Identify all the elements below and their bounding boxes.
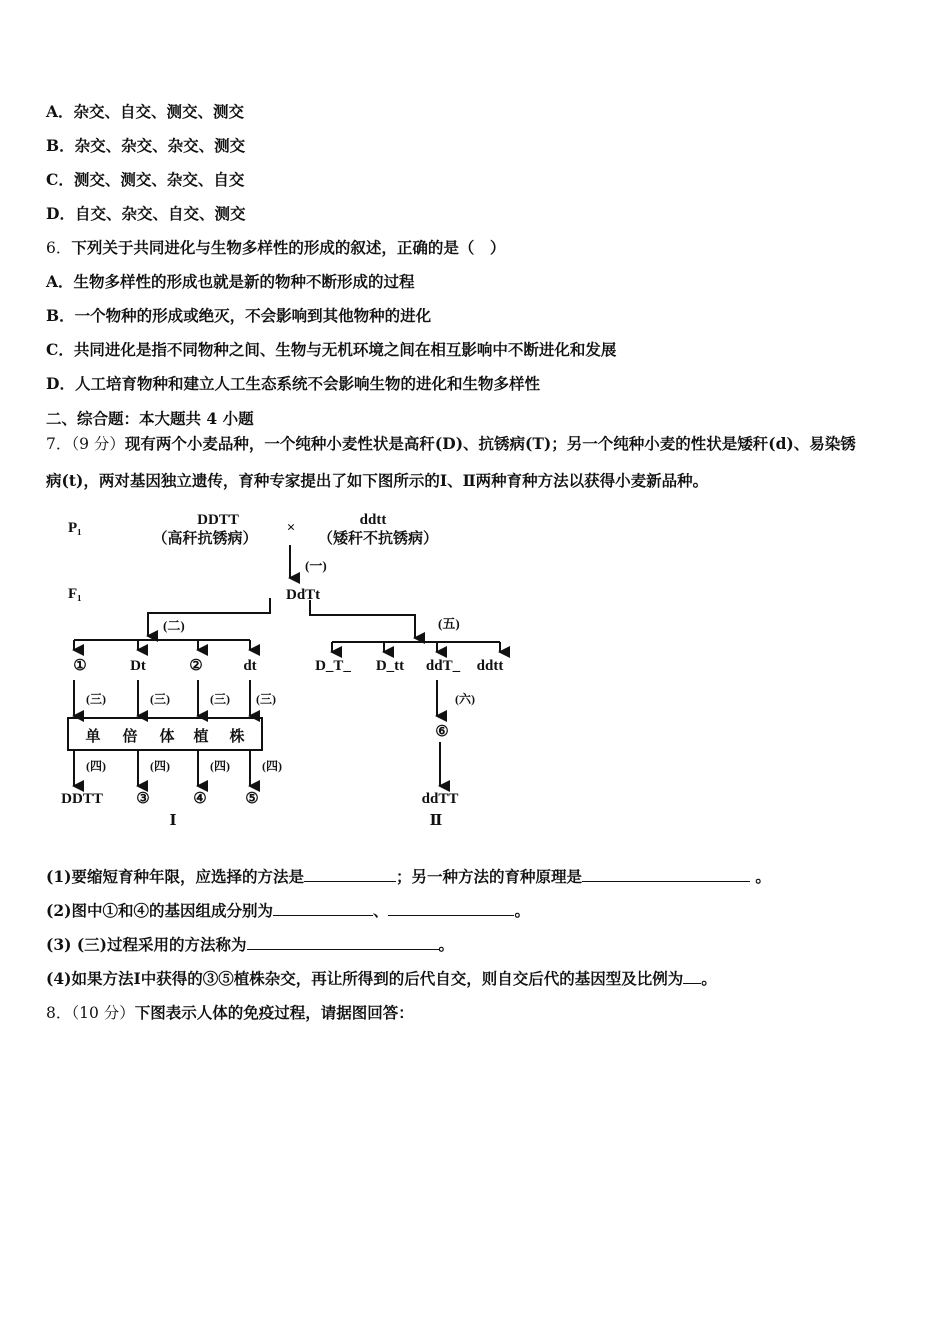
step-5-label: (五) — [438, 616, 460, 631]
option-label: B． — [46, 136, 75, 155]
step-2-label: (二) — [163, 618, 185, 633]
question-number: 8． — [46, 1004, 72, 1022]
sub-text: 、 — [372, 901, 389, 920]
section-heading: 二、综合题：本大题共 4 小题 — [46, 409, 254, 428]
step-4-label: (四) — [262, 759, 282, 773]
haploid-char: 倍 — [122, 729, 138, 745]
method-2-label: Ⅱ — [429, 813, 443, 829]
sub-text: 。 — [514, 901, 530, 920]
parent1-phenotype: （高秆抗锈病） — [152, 531, 258, 547]
option-label: C． — [46, 340, 74, 359]
option-text: 共同进化是指不同物种之间、生物与无机环境之间在相互影响中不断进化和发展 — [73, 340, 617, 359]
f1-genotype: DdTt — [286, 587, 321, 603]
question-text: 现有两个小麦品种，一个纯种小麦性状是高秆(D)、抗锈病(T)；另一个纯种小麦的性状是矮秆(d)、易染锈 — [124, 434, 856, 453]
cross-symbol: × — [286, 520, 296, 536]
step-4-label: (四) — [86, 759, 106, 773]
step-3-label: (三) — [256, 692, 276, 706]
option-label: B． — [46, 306, 75, 325]
sub-text: (2)图中①和④的基因组成分别为 — [46, 901, 273, 920]
option-text: 测交、测交、杂交、自交 — [73, 170, 245, 189]
haploid-char: 株 — [229, 729, 245, 745]
step-3-label: (三) — [210, 692, 230, 706]
result-ddTT: ddTT — [421, 791, 459, 807]
sub-text: (1)要缩短育种年限，应选择的方法是 — [46, 867, 304, 886]
result-3: ③ — [136, 791, 150, 807]
answer-blank[interactable] — [683, 969, 701, 984]
f2-D_T_: D_T_ — [315, 658, 351, 674]
option-text: 杂交、杂交、杂交、测交 — [74, 136, 246, 155]
option-text: 杂交、自交、测交、测交 — [73, 102, 245, 121]
f2-D_tt: D_tt — [375, 658, 405, 674]
f2-ddT_: ddT_ — [425, 658, 461, 674]
parent2-genotype: ddtt — [359, 512, 387, 528]
haploid-char: 单 — [85, 729, 101, 745]
step-6-label: (六) — [455, 692, 475, 706]
q8-stem — [46, 1003, 414, 1023]
question-score: （10 分） — [71, 1004, 135, 1022]
haploid-char: 植 — [193, 729, 209, 745]
sub-text: 。 — [438, 935, 455, 954]
step-3-label: (三) — [150, 692, 170, 706]
step-1-label: (一) — [305, 558, 327, 573]
answer-blank[interactable] — [247, 935, 439, 950]
option-label: C． — [46, 170, 74, 189]
sub-text: 。 — [701, 969, 717, 988]
answer-blank[interactable] — [304, 867, 396, 882]
question-text: 下列关于共同进化与生物多样性的形成的叙述，正确的是（ ） — [71, 238, 506, 257]
q7-sub4 — [46, 969, 717, 989]
sub-text: (3) (三)过程采用的方法称为 — [46, 935, 247, 954]
option-label: A． — [46, 102, 74, 121]
intermediate-6: ⑥ — [435, 724, 449, 740]
option-label: D． — [46, 204, 75, 223]
q7-sub3 — [46, 935, 454, 955]
p1-label: P₁ — [68, 520, 82, 536]
option-text: 生物多样性的形成也就是新的物种不断形成的过程 — [73, 272, 415, 291]
result-4: ④ — [193, 791, 207, 807]
q7-sub1 — [46, 867, 771, 887]
q7-sub2 — [46, 901, 530, 921]
gamete-Dt: Dt — [130, 658, 146, 674]
option-text: 人工培育物种和建立人工生态系统不会影响生物的进化和生物多样性 — [74, 374, 540, 393]
answer-blank[interactable] — [388, 901, 514, 916]
question-number: 7． — [46, 435, 72, 453]
option-label: D． — [46, 374, 75, 393]
step-3-label: (三) — [86, 692, 106, 706]
step-4-label: (四) — [150, 759, 170, 773]
q7-stem-line2: 病(t)，两对基因独立遗传，育种专家提出了如下图所示的Ⅰ、Ⅱ两种育种方法以获得小麦新品种。 — [46, 471, 709, 490]
step-4-label: (四) — [210, 759, 230, 773]
option-text: 自交、杂交、自交、测交 — [74, 204, 246, 223]
answer-blank[interactable] — [273, 901, 373, 916]
question-score: （9 分） — [71, 435, 125, 453]
gamete-dt: dt — [243, 658, 257, 674]
gamete-2: ② — [189, 658, 203, 674]
result-DDTT: DDTT — [61, 791, 103, 807]
gamete-1: ① — [73, 658, 87, 674]
parent1-genotype: DDTT — [197, 512, 239, 528]
option-text: 一个物种的形成或绝灭，不会影响到其他物种的进化 — [74, 306, 432, 325]
method-1-label: Ⅰ — [169, 813, 177, 829]
result-5: ⑤ — [245, 791, 259, 807]
sub-text: 。 — [749, 867, 771, 886]
haploid-char: 体 — [159, 729, 175, 745]
sub-text: ；另一种方法的育种原理是 — [395, 867, 582, 886]
f1-label: F₁ — [68, 586, 82, 602]
parent2-phenotype: （矮秆不抗锈病） — [317, 531, 439, 547]
question-text: 下图表示人体的免疫过程，请据图回答： — [134, 1003, 414, 1022]
option-label: A． — [46, 272, 74, 291]
f2-ddtt: ddtt — [476, 658, 504, 674]
answer-blank[interactable] — [582, 867, 750, 882]
sub-text: (4)如果方法Ⅰ中获得的③⑤植株杂交，再让所得到的后代自交，则自交后代的基因型及比例为 — [46, 969, 684, 988]
question-number: 6． — [46, 239, 72, 257]
